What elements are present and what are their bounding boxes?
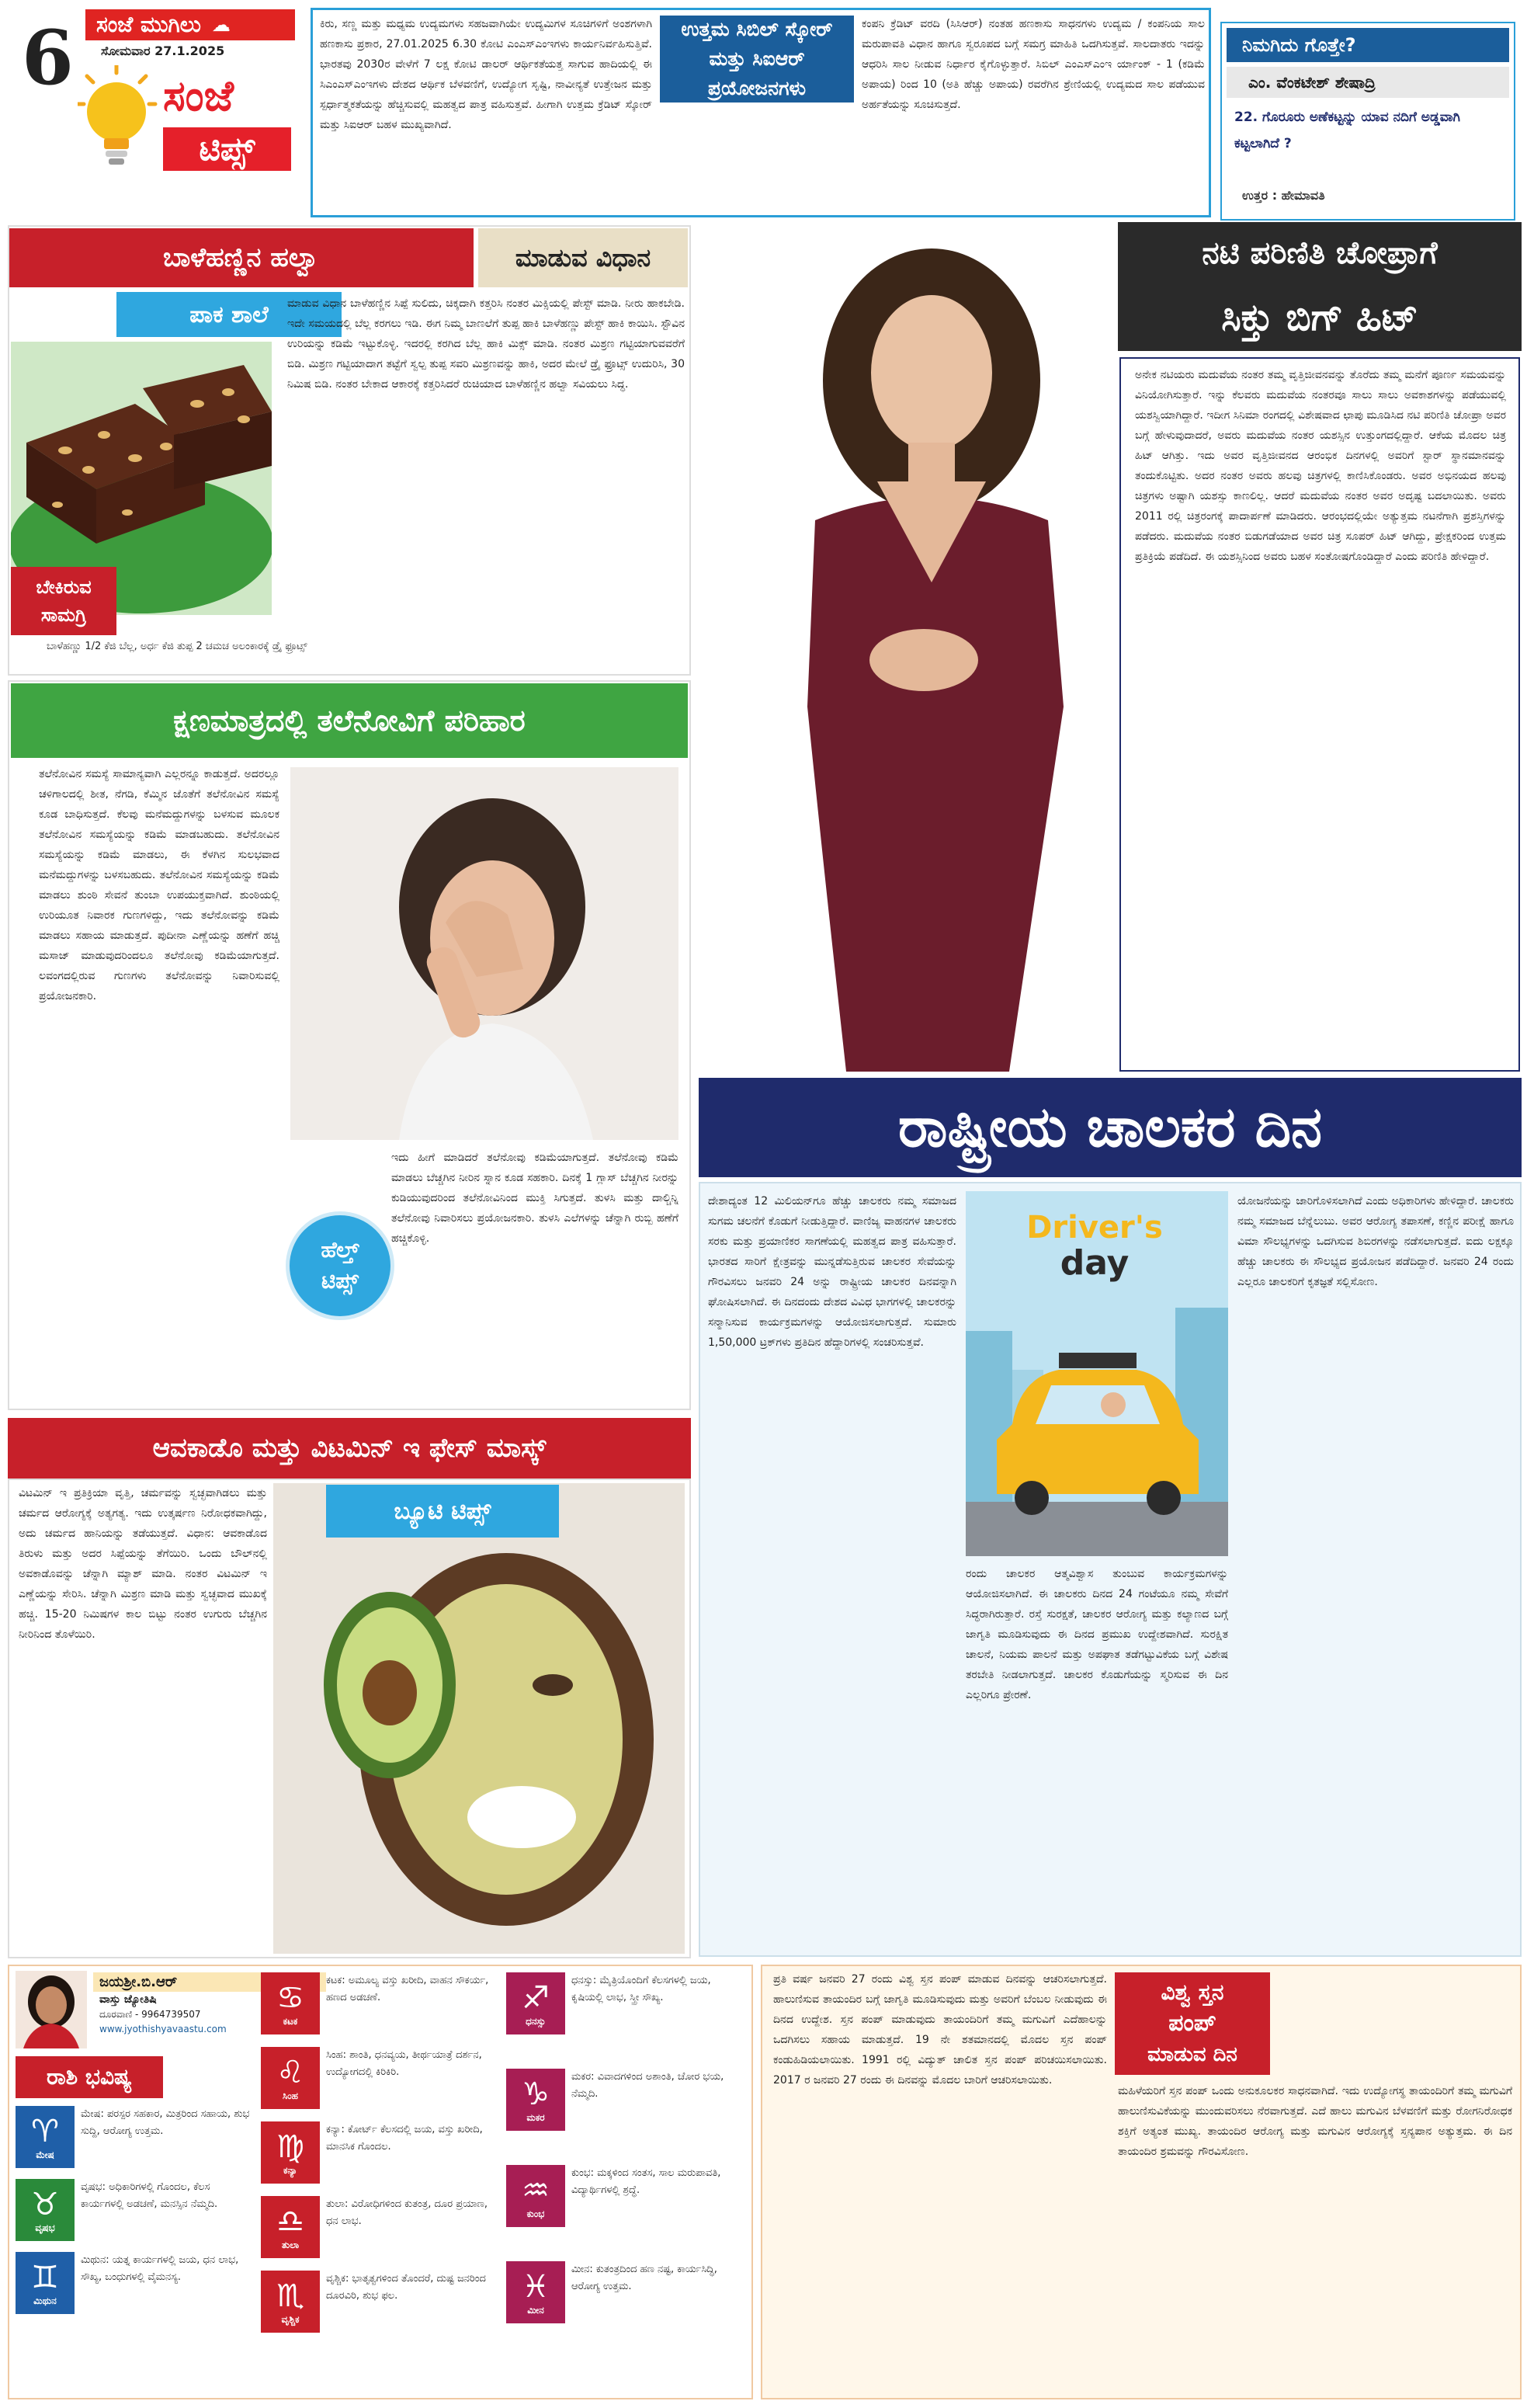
astrologer-role: ವಾಸ್ತು ಜ್ಯೋತಿಷಿ <box>99 1993 157 2006</box>
parineeti-title-line2: ಸಿಕ್ತು ಬಿಗ್ ಹಿಟ್ <box>1118 284 1522 351</box>
astrologer-avatar <box>16 1971 87 2048</box>
halwa-ingredients-label <box>11 567 116 635</box>
cibil-headline-line1: ಉತ್ತಮ ಸಿಬಿಲ್ ಸ್ಕೋರ್ <box>681 18 833 40</box>
zodiac-icon <box>16 2179 75 2241</box>
zodiac-name: ಕನ್ಯಾ <box>283 2164 297 2176</box>
zodiac-name: ತುಲಾ <box>281 2239 300 2250</box>
know-box-author: ಎಂ. ವೆಂಕಟೇಶ್ ಶೇಷಾದ್ರಿ <box>1227 67 1509 98</box>
health-tips-line2: ಟಿಪ್ಸ್ <box>321 1268 359 1294</box>
horoscope-sign-8 <box>261 2271 498 2339</box>
zodiac-prediction: ಕುಂಭ: ಮಕ್ಕಳಿಂದ ಸಂತಸ, ಸಾಲ ಮರುಪಾವತಿ, ವಿದ್ಯಾರ್ಥಿಗಳಲ್ಲಿ ಶ್ರದ್ಧೆ. <box>571 2167 721 2196</box>
headache-body-right: ಇದು ಹೀಗೆ ಮಾಡಿದರೆ ತಲೆನೋವು ಕಡಿಮೆಯಾಗುತ್ತದೆ. ತಲೆನೋವು ಕಡಿಮೆ ಮಾಡಲು ಬೆಚ್ಚಗಿನ ನೀರಿನ ಸ್ನಾನ ಕೂಡ ಸಹಕಾರಿ. ದಿನಕ್ಕೆ 1 ಗ್ಲಾಸ್ ಬೆಚ್ಚಗಿನ ನೀರನ್ನು ಕುಡಿಯುವುದರಿಂದ ತಲೆನೋವಿನಿಂದ ಮುಕ್ತಿ ಸಿಗುತ್ತದೆ. ತುಳಸಿ ಮತ್ತು ದಾಲ್ಚಿನ್ನಿ ತಲೆನೋವು ನಿವಾರಿಸಲು ಪ್ರಯೋಜನಕಾರಿ. ತುಳಸಿ ಎಲೆಗಳನ್ನು ಚೆನ್ನಾಗಿ ರುಬ್ಬಿ ಹಣೆಗೆ ಹಚ್ಚಿಕೊಳ್ಳಿ. <box>391 1152 678 1245</box>
halwa-ingredients: ಬಾಳೆಹಣ್ಣು 1/2 ಕೆಜಿ ಬೆಲ್ಲ, ಅರ್ಧ ಕೆಜಿ ತುಪ್ಪ 2 ಚಮಚ ಅಲಂಕಾರಕ್ಕೆ ಡ್ರೈ ಫ್ರೂಟ್ಸ್ <box>47 641 307 652</box>
know-box-title: ನಿಮಗಿದು ಗೊತ್ತೇ? <box>1227 28 1509 62</box>
zodiac-glyph: ♋ <box>276 1979 304 2016</box>
actress-image <box>699 225 1118 1072</box>
masthead <box>85 9 295 40</box>
zodiac-prediction: ಮೇಷ: ಪರಸ್ಪರ ಸಹಕಾರ, ಮಿತ್ರರಿಂದ ಸಹಾಯ, ಶುಭ ಸುದ್ದಿ, ಆರೋಗ್ಯ ಉತ್ತಮ. <box>81 2108 250 2137</box>
cibil-headline-line3: ಪ್ರಯೋಜನಗಳು <box>707 77 807 99</box>
zodiac-prediction: ಕನ್ಯಾ: ಕೋರ್ಟ್ ಕೆಲಸದಲ್ಲಿ ಜಯ, ವಸ್ತು ಖರೀದಿ, ಮಾನಸಿಕ ಗೊಂದಲ. <box>326 2124 483 2153</box>
horoscope-sign-5 <box>261 2047 498 2115</box>
parineeti-title <box>1118 222 1522 354</box>
zodiac-prediction: ಕಟಕ: ಅಮೂಲ್ಯ ವಸ್ತು ಖರೀದಿ, ವಾಹನ ಸೌಕರ್ಯ, ಹಣದ ಅಡಚಣೆ. <box>326 1975 489 2003</box>
parineeti-title-line1: ನಟಿ ಪರಿಣಿತಿ ಚೋಪ್ರಾಗೆ <box>1118 222 1522 284</box>
drivers-day-col1: ದೇಶಾದ್ಯಂತ 12 ಮಿಲಿಯನ್‌ಗೂ ಹೆಚ್ಚು ಚಾಲಕರು ನಮ್ಮ ಸಮಾಜದ ಸುಗಮ ಚಲನೆಗೆ ಕೊಡುಗೆ ನೀಡುತ್ತಿದ್ದಾರೆ. ವಾಣಿಜ್ಯ ವಾಹನಗಳ ಚಾಲಕರು ಸರಕು ಮತ್ತು ಪ್ರಯಾಣಿಕರ ಸಾಗಣೆಯಲ್ಲಿ ಮಹತ್ವದ ಪಾತ್ರ ವಹಿಸುತ್ತಾರೆ. ಭಾರತದ ಸಾರಿಗೆ ಕ್ಷೇತ್ರವನ್ನು ಮುನ್ನಡೆಸುತ್ತಿರುವ ಚಾಲಕರ ಸೇವೆಯನ್ನು ಗೌರವಿಸಲು ಜನವರಿ 24 ಅನ್ನು ರಾಷ್ಟ್ರೀಯ ಚಾಲಕರ ದಿನವನ್ನಾಗಿ ಘೋಷಿಸಲಾಗಿದೆ. ಈ ದಿನದಂದು ದೇಶದ ವಿವಿಧ ಭಾಗಗಳಲ್ಲಿ ಚಾಲಕರನ್ನು ಸನ್ಮಾನಿಸುವ ಕಾರ್ಯಕ್ರಮಗಳನ್ನು ಆಯೋಜಿಸಲಾಗುತ್ತದೆ. ಸುಮಾರು 1,50,000 ಟ್ರಕ್‌ಗಳು ಪ್ರತಿದಿನ ಹೆದ್ದಾರಿಗಳಲ್ಲಿ ಸಂಚರಿಸುತ್ತವೆ. <box>708 1195 956 1349</box>
headache-title: ಕ್ಷಣಮಾತ್ರದಲ್ಲಿ ತಲೆನೋವಿಗೆ ಪರಿಹಾರ <box>11 683 688 758</box>
zodiac-icon <box>261 2271 320 2333</box>
zodiac-name: ವೃಷಭ <box>35 2222 55 2233</box>
avocado-body: ವಿಟಮಿನ್ ಇ ಪ್ರತಿಕ್ರಿಯಾ ವೃತ್ತಿ, ಚರ್ಮವನ್ನು ಸ್ವಚ್ಛವಾಗಿಡಲು ಮತ್ತು ಚರ್ಮದ ಆರೋಗ್ಯಕ್ಕೆ ಅತ್ಯಗತ್ಯ. ಇದು ಉತ್ಕರ್ಷಣ ನಿರೋಧಕವಾಗಿದ್ದು, ಅದು ಚರ್ಮದ ಹಾನಿಯನ್ನು ತಡೆಯುತ್ತದೆ. ವಿಧಾನ: ಆವಕಾಡೊದ ತಿರುಳು ಮತ್ತು ಅದರ ಸಿಪ್ಪೆಯನ್ನು ತೆಗೆಯಿರಿ. ಒಂದು ಬೌಲ್‌ನಲ್ಲಿ ಅವಕಾಡೊವನ್ನು ಚೆನ್ನಾಗಿ ಮ್ಯಾಶ್ ಮಾಡಿ. ನಂತರ ವಿಟಮಿನ್ ಇ ಎಣ್ಣೆಯನ್ನು ಸೇರಿಸಿ. ಚೆನ್ನಾಗಿ ಮಿಶ್ರಣ ಮಾಡಿ ಮತ್ತು ಸ್ವಚ್ಛವಾದ ಮುಖಕ್ಕೆ ಹಚ್ಚಿ. 15-20 ನಿಮಿಷಗಳ ಕಾಲ ಬಿಟ್ಟು ನಂತರ ಉಗುರು ಬೆಚ್ಚಗಿನ ನೀರಿನಿಂದ ತೊಳೆಯಿರಿ. <box>19 1487 267 1641</box>
cibil-headline-line2: ಮತ್ತು ಸಿಐಆರ್ <box>709 47 805 70</box>
zodiac-icon <box>261 2196 320 2258</box>
ingredients-label-line1: ಬೇಕಿರುವ <box>36 576 92 598</box>
zodiac-icon <box>261 2121 320 2184</box>
halwa-title: ಬಾಳೆಹಣ್ಣಿನ ಹಲ್ವಾ <box>9 228 474 287</box>
health-tips-line1: ಹೆಲ್ತ್ <box>321 1237 359 1263</box>
zodiac-icon <box>16 2252 75 2314</box>
breast-pump-title-line1: ವಿಶ್ವ ಸ್ತನ <box>1161 1979 1224 2005</box>
zodiac-glyph: ♓ <box>522 2268 550 2305</box>
zodiac-prediction: ಸಿಂಹ: ಶಾಂತಿ, ಧನವ್ಯಯ, ತೀರ್ಥಯಾತ್ರೆ ದರ್ಶನ, ಉದ್ಯೋಗದಲ್ಲಿ ಕಿರಿಕಿರಿ. <box>326 2049 482 2078</box>
logo-word-sanje: ಸಂಜೆ <box>163 71 234 120</box>
zodiac-glyph: ♍ <box>276 2128 304 2165</box>
halwa-method-title: ಮಾಡುವ ವಿಧಾನ <box>478 228 688 287</box>
horoscope-sign-1 <box>16 2106 253 2174</box>
halwa-kitchen-label: ಪಾಕ ಶಾಲೆ <box>116 292 342 337</box>
zodiac-name: ಧನಸ್ಸು <box>526 2015 546 2027</box>
zodiac-icon <box>16 2106 75 2168</box>
zodiac-icon <box>261 1972 320 2034</box>
drivers-label-line1: Driver's <box>1026 1210 1163 1246</box>
horoscope-sign-3 <box>16 2252 253 2320</box>
drivers-label-line2: day <box>1060 1243 1130 1283</box>
horoscope-sign-11 <box>506 2165 744 2233</box>
astrologer-website[interactable]: www.jyothishyavaastu.com <box>99 2024 227 2034</box>
zodiac-prediction: ವೃಷಭ: ಅಧಿಕಾರಿಗಳಲ್ಲಿ ಗೊಂದಲ, ಕೆಲಸ ಕಾರ್ಯಗಳಲ್ಲಿ ಅಡಚಣೆ, ಮನಸ್ಸಿನ ನೆಮ್ಮದಿ. <box>81 2181 218 2210</box>
zodiac-icon <box>261 2047 320 2109</box>
zodiac-name: ಕುಂಭ <box>526 2208 545 2219</box>
cibil-article-headline <box>660 16 854 103</box>
breast-pump-title-block <box>1115 1972 1270 2075</box>
horoscope-sign-7 <box>261 2196 498 2264</box>
halwa-method: ಮಾಡುವ ವಿಧಾನ ಬಾಳೆಹಣ್ಣಿನ ಸಿಪ್ಪೆ ಸುಲಿದು, ಚಿಕ್ಕದಾಗಿ ಕತ್ತರಿಸಿ ನಂತರ ಮಿಕ್ಸಿಯಲ್ಲಿ ಪೇಸ್ಟ್ ಮಾಡಿ. ನೀರು ಹಾಕಬೇಡಿ. ಇದೇ ಸಮಯದಲ್ಲಿ ಬೆಲ್ಲ ಕರಗಲು ಇಡಿ. ಈಗ ನಿಮ್ಮ ಬಾಣಲೆಗೆ ತುಪ್ಪ ಹಾಕಿ ಬಾಳೆಹಣ್ಣು ಪೇಸ್ಟ್ ಹಾಕಿ ಕಾಯಿಸಿ. ಸ್ಟೌವಿನ ಉರಿಯನ್ನು ಕಡಿಮೆ ಇಟ್ಟುಕೊಳ್ಳಿ. ಇದರಲ್ಲಿ ಕರಗಿದ ಬೆಲ್ಲ ಹಾಕಿ ಮಿಕ್ಸ್ ಮಾಡಿ. ನಂತರ ಮಿಶ್ರಣ ಗಟ್ಟಿಯಾಗುವವರೆಗೆ ಬಿಡಿ. ಮಿಶ್ರಣ ಗಟ್ಟಿಯಾದಾಗ ತಟ್ಟೆಗೆ ಸ್ವಲ್ಪ ತುಪ್ಪ ಸವರಿ ಮಿಶ್ರಣವನ್ನು ಹಾಕಿ, ಅದರ ಮೇಲೆ ಡ್ರೈ ಫ್ರೂಟ್ಸ್ ಉದುರಿಸಿ, 30 ನಿಮಿಷ ಬಿಡಿ. ನಂತರ ಬೇಕಾದ ಆಕಾರಕ್ಕೆ ಕತ್ತರಿಸಿದರೆ ರುಚಿಯಾದ ಬಾಳೆಹಣ್ಣಿನ ಹಲ್ವಾ ಸವಿಯಲು ಸಿದ್ಧ. <box>287 297 685 391</box>
zodiac-icon <box>506 2069 565 2131</box>
logo-word-tips: ಟಿಪ್ಸ್ <box>163 127 291 171</box>
cloud-icon: ☁ <box>211 14 231 36</box>
parineeti-photo <box>699 225 1118 1072</box>
horoscope-sign-10 <box>506 2069 744 2137</box>
horoscope-sign-12 <box>506 2261 744 2330</box>
know-box-answer: ಉತ್ತರ : ಹೇಮಾವತಿ <box>1242 188 1325 203</box>
zodiac-glyph: ♎ <box>276 2203 304 2239</box>
zodiac-prediction: ಧನಸ್ಸು: ಮೈತ್ರಿಯೊಂದಿಗೆ ಕೆಲಸಗಳಲ್ಲಿ ಜಯ, ಕೃಷಿಯಲ್ಲಿ ಲಾಭ, ಸ್ತ್ರೀ ಸೌಖ್ಯ. <box>571 1975 711 2003</box>
horoscope-sign-6 <box>261 2121 498 2190</box>
health-tips-badge <box>286 1211 394 1320</box>
zodiac-prediction: ಮಕರ: ವಿವಾದಗಳಿಂದ ಅಶಾಂತಿ, ಚೋರ ಭಯ, ನೆಮ್ಮದಿ. <box>571 2071 724 2100</box>
astrologer-phone: ದೂರವಾಣಿ - 9964739507 <box>99 2009 201 2020</box>
headache-body-left: ತಲೆನೋವಿನ ಸಮಸ್ಯೆ ಸಾಮಾನ್ಯವಾಗಿ ಎಲ್ಲರನ್ನೂ ಕಾಡುತ್ತದೆ. ಅದರಲ್ಲೂ ಚಳಿಗಾಲದಲ್ಲಿ ಶೀತ, ನೆಗಡಿ, ಕೆಮ್ಮಿನ ಜೊತೆಗೆ ತಲೆನೋವಿನ ಸಮಸ್ಯೆ ಕೂಡ ಬಾಧಿಸುತ್ತದೆ. ಕೆಲವು ಮನೆಮದ್ದುಗಳನ್ನು ಬಳಸುವ ಮೂಲಕ ತಲೆನೋವಿನ ಸಮಸ್ಯೆಯನ್ನು ಕಡಿಮೆ ಮಾಡಬಹುದು. ತಲೆನೋವಿನ ಸಮಸ್ಯೆಯನ್ನು ಕಡಿಮೆ ಮಾಡಲು, ಈ ಕೆಳಗಿನ ಸುಲಭವಾದ ಮನೆಮದ್ದುಗಳನ್ನು ಬಳಸಬಹುದು. ತಲೆನೋವಿನ ಸಮಸ್ಯೆಯನ್ನು ಕಡಿಮೆ ಮಾಡಲು ಶುಂಠಿ ಸೇವನೆ ತುಂಬಾ ಉಪಯುಕ್ತವಾಗಿದೆ. ಶುಂಠಿಯಲ್ಲಿ ಉರಿಯೂತ ನಿವಾರಕ ಗುಣಗಳಿದ್ದು, ಇದು ತಲೆನೋವನ್ನು ಕಡಿಮೆ ಮಾಡಲು ಸಹಾಯ ಮಾಡುತ್ತದೆ. ಪುದೀನಾ ಎಣ್ಣೆಯನ್ನು ಹಣೆಗೆ ಹಚ್ಚಿ ಮಸಾಜ್ ಮಾಡುವುದರಿಂದಲೂ ತಲೆನೋವು ಕಡಿಮೆಯಾಗುತ್ತದೆ. ಲವಂಗದಲ್ಲಿರುವ ಗುಣಗಳು ತಲೆನೋವನ್ನು ನಿವಾರಿಸುವಲ್ಲಿ ಪ್ರಯೋಜನಕಾರಿ. <box>39 768 279 1002</box>
zodiac-prediction: ತುಲಾ: ವಿರೋಧಿಗಳಿಂದ ಕುತಂತ್ರ, ದೂರ ಪ್ರಯಾಣ, ಧನ ಲಾಭ. <box>326 2198 488 2227</box>
know-box-question: 22. ಗೊರೂರು ಅಣೆಕಟ್ಟನ್ನು ಯಾವ ನದಿಗೆ ಅಡ್ಡವಾಗಿ ಕಟ್ಟಲಾಗಿದೆ ? <box>1234 109 1460 151</box>
breast-pump-col1: ಪ್ರತಿ ವರ್ಷ ಜನವರಿ 27 ರಂದು ವಿಶ್ವ ಸ್ತನ ಪಂಪ್ ಮಾಡುವ ದಿನವನ್ನು ಆಚರಿಸಲಾಗುತ್ತದೆ. ಹಾಲುಣಿಸುವ ತಾಯಂದಿರ ಬಗ್ಗೆ ಜಾಗೃತಿ ಮೂಡಿಸುವುದು ಮತ್ತು ಅವರಿಗೆ ಬೆಂಬಲ ನೀಡುವುದು ಈ ದಿನದ ಉದ್ದೇಶ. ಸ್ತನ ಪಂಪ್ ಮಾಡುವುದು ತಾಯಂದಿರಿಗೆ ತಮ್ಮ ಮಗುವಿಗೆ ಎದೆಹಾಲನ್ನು ಒದಗಿಸಲು ಸಹಾಯ ಮಾಡುತ್ತದೆ. 19 ನೇ ಶತಮಾನದಲ್ಲಿ ಮೊದಲ ಸ್ತನ ಪಂಪ್ ಕಂಡುಹಿಡಿಯಲಾಯಿತು. 1991 ರಲ್ಲಿ ವಿದ್ಯುತ್ ಚಾಲಿತ ಸ್ತನ ಪಂಪ್ ಪರಿಚಯಿಸಲಾಯಿತು. 2017 ರ ಜನವರಿ 27 ರಂದು ಈ ದಿನವನ್ನು ಮೊದಲ ಬಾರಿಗೆ ಆಚರಿಸಲಾಯಿತು. <box>773 1973 1107 2087</box>
zodiac-name: ವೃಶ್ಚಿಕ <box>281 2313 300 2325</box>
zodiac-prediction: ಮಿಥುನ: ಯತ್ನ ಕಾರ್ಯಗಳಲ್ಲಿ ಜಯ, ಧನ ಲಾಭ, ಸೌಖ್ಯ, ಬಂಧುಗಳಲ್ಲಿ ವೈಮನಸ್ಯ. <box>81 2254 239 2283</box>
cibil-article-col1: ಕಿರು, ಸಣ್ಣ ಮತ್ತು ಮಧ್ಯಮ ಉದ್ಯಮಗಳು ಸಹಜವಾಗಿಯೇ ಉದ್ಯಮಿಗಳ ಸೂಚಿಗಳಿಗೆ ಅಂಶಗಳಾಗಿ ಹಣಕಾಸು ಪ್ರಕಾರ, 27.01.2025 6.30 ಕೋಟಿ ಎಂಎಸ್‌ಎಂಇಗಳು ಕಾರ್ಯನಿರ್ವಹಿಸುತ್ತಿವೆ. ಭಾರತವು 2030ರ ವೇಳೆಗೆ 7 ಲಕ್ಷ ಕೋಟಿ ಡಾಲರ್ ಆರ್ಥಿಕತೆಯತ್ತ ಸಾಗುವ ಹಾದಿಯಲ್ಲಿ ಈ ಸಿಎಂಎಸ್‌ಎಂಇಗಳು ದೇಶದ ಆರ್ಥಿಕ ಬೆಳವಣಿಗೆ, ಉದ್ಯೋಗ ಸೃಷ್ಟಿ, ನಾವೀನ್ಯತೆ ಉತ್ತೇಜನ ಮತ್ತು ಸ್ಪರ್ಧಾತ್ಮಕತೆಯನ್ನು ಹೆಚ್ಚಿಸುವಲ್ಲಿ ಮಹತ್ವದ ಪಾತ್ರ ವಹಿಸುತ್ತವೆ. ಹೀಗಾಗಿ ಉತ್ತಮ ಕ್ರೆಡಿಟ್ ಸ್ಕೋರ್ ಮತ್ತು ಸಿಐಆರ್ ಬಹಳ ಮುಖ್ಯವಾಗಿದೆ. <box>320 18 652 131</box>
horoscope-sign-9 <box>506 1972 744 2041</box>
zodiac-glyph: ♈ <box>31 2113 59 2149</box>
cibil-article-col2: ಕಂಪನಿ ಕ್ರೆಡಿಟ್ ವರದಿ (ಸಿಸಿಆರ್) ನಂತಹ ಹಣಕಾಸು ಸಾಧನಗಳು ಉದ್ಯಮ / ಕಂಪನಿಯ ಸಾಲ ಮರುಪಾವತಿ ವಿಧಾನ ಹಾಗೂ ಸ್ವರೂಪದ ಬಗ್ಗೆ ಸಮಗ್ರ ಮಾಹಿತಿ ಒದಗಿಸುತ್ತವೆ. ಸಾಲದಾತರು ಇದನ್ನು ಆಧರಿಸಿ ಸಾಲ ನೀಡುವ ನಿರ್ಧಾರ ಕೈಗೊಳ್ಳುತ್ತಾರೆ. ಸಿಬಿಲ್ ಎಂಎಸ್‌ಎಂಇ ರ್ಯಾಂಕ್ - 1 (ಕಡಿಮೆ ಅಪಾಯ) ರಿಂದ 10 (ಅತಿ ಹೆಚ್ಚು ಅಪಾಯ) ರವರೆಗಿನ ಶ್ರೇಣಿಯಲ್ಲಿ ಉದ್ಯಮದ ಸಾಲ ಪಡೆಯುವ ಅರ್ಹತೆಯನ್ನು ಸೂಚಿಸುತ್ತದೆ. <box>862 18 1205 111</box>
zodiac-glyph: ♒ <box>522 2172 550 2208</box>
zodiac-glyph: ♊ <box>31 2259 59 2295</box>
breast-pump-title-line3: ಮಾಡುವ ದಿನ <box>1147 2043 1237 2066</box>
ingredients-label-line2: ಸಾಮಗ್ರಿ <box>40 604 87 626</box>
horoscope-sign-2 <box>16 2179 253 2247</box>
zodiac-prediction: ಮೀನ: ಕುತಂತ್ರದಿಂದ ಹಣ ನಷ್ಟ, ಕಾರ್ಯಸಿದ್ಧಿ, ಆರೋಗ್ಯ ಉತ್ತಮ. <box>571 2264 717 2292</box>
breast-pump-title-line2: ಪಂಪ್ <box>1168 2010 1216 2037</box>
zodiac-icon <box>506 2261 565 2323</box>
zodiac-icon <box>506 2165 565 2227</box>
breast-pump-col2-top <box>1278 1969 1512 2078</box>
avocado-photo <box>273 1483 685 1954</box>
zodiac-name: ಮೇಷ <box>36 2149 54 2160</box>
zodiac-name: ಕಟಕ <box>283 2015 298 2027</box>
zodiac-glyph: ♌ <box>276 2054 304 2090</box>
page-number: 6 <box>22 14 74 102</box>
drivers-day-col2: ರಂದು ಚಾಲಕರ ಆತ್ಮವಿಶ್ವಾಸ ತುಂಬುವ ಕಾರ್ಯಕ್ರಮಗಳನ್ನು ಆಯೋಜಿಸಲಾಗಿದೆ. ಈ ಚಾಲಕರು ದಿನದ 24 ಗಂಟೆಯೂ ನಮ್ಮ ಸೇವೆಗೆ ಸಿದ್ಧರಾಗಿರುತ್ತಾರೆ. ರಸ್ತೆ ಸುರಕ್ಷತೆ, ಚಾಲಕರ ಆರೋಗ್ಯ ಮತ್ತು ಕಲ್ಯಾಣದ ಬಗ್ಗೆ ಜಾಗೃತಿ ಮೂಡಿಸುವುದು ಈ ದಿನದ ಪ್ರಮುಖ ಉದ್ದೇಶವಾಗಿದೆ. ಸುರಕ್ಷಿತ ಚಾಲನೆ, ನಿಯಮ ಪಾಲನೆ ಮತ್ತು ಅಪಘಾತ ತಡೆಗಟ್ಟುವಿಕೆಯ ಬಗ್ಗೆ ವಿಶೇಷ ತರಬೇತಿ ನೀಡಲಾಗುತ್ತದೆ. ಚಾಲಕರ ಕೊಡುಗೆಯನ್ನು ಸ್ಮರಿಸುವ ಈ ದಿನ ಎಲ್ಲರಿಗೂ ಪ್ರೇರಣೆ. <box>966 1568 1228 1701</box>
avocado-mask-image <box>273 1483 685 1954</box>
astrologer-name: ಜಯಶ್ರೀ.ಬಿ.ಆರ್ <box>93 1972 326 1992</box>
beauty-tips-badge: ಬ್ಯೂಟಿ ಟಿಪ್ಸ್ <box>326 1485 559 1538</box>
zodiac-glyph: ♏ <box>276 2278 304 2314</box>
zodiac-name: ಮಿಥುನ <box>33 2295 57 2306</box>
zodiac-glyph: ♐ <box>522 1979 550 2016</box>
parineeti-body: ಅನೇಕ ನಟಿಯರು ಮದುವೆಯ ನಂತರ ತಮ್ಮ ವೃತ್ತಿಜೀವನವನ್ನು ತೊರೆದು ತಮ್ಮ ಮನೆಗೆ ಪೂರ್ಣ ಸಮಯವನ್ನು ವಿನಿಯೋಗಿಸುತ್ತಾರೆ. ಇನ್ನು ಕೆಲವರು ಮದುವೆಯ ನಂತರವೂ ಸಾಲು ಸಾಲು ಅವಕಾಶಗಳನ್ನು ಪಡೆಯುವಲ್ಲಿ ಯಶಸ್ವಿಯಾಗಿದ್ದಾರೆ. ಇದೀಗ ಸಿನಿಮಾ ರಂಗದಲ್ಲಿ ವಿಶೇಷವಾದ ಛಾಪು ಮೂಡಿಸಿದ ನಟಿ ಪರಿಣಿತಿ ಚೋಪ್ರಾ ಅವರ ಬಗ್ಗೆ ಹೇಳುವುದಾದರೆ, ಅವರು ಮದುವೆಯ ನಂತರ ಯಶಸ್ಸಿನ ಉತ್ತುಂಗದಲ್ಲಿದ್ದಾರೆ. ಆಕೆಯ ಮೊದಲ ಚಿತ್ರ ಹಿಟ್ ಆಗಿತ್ತು. ಇದು ಅವರ ವೃತ್ತಿಜೀವನದ ಆರಂಭಿಕ ದಿನಗಳಲ್ಲಿ ಅವರಿಗೆ ಸ್ಟಾರ್ ಸ್ಥಾನಮಾನವನ್ನು ತಂದುಕೊಟ್ಟಿತು. ಅದರ ನಂತರ ಅವರು ಹಲವು ಚಿತ್ರಗಳಲ್ಲಿ ಕಾಣಿಸಿಕೊಂಡರು. ಅವರ ಅಭಿನಯದ ಹಲವು ಚಿತ್ರಗಳು ಅಷ್ಟಾಗಿ ಯಶಸ್ಸು ಕಾಣಲಿಲ್ಲ. ಆದರೆ ಮದುವೆಯ ನಂತರ ಅವರ ಅದೃಷ್ಟ ಬದಲಾಯಿತು. ಅವರು 2011 ರಲ್ಲಿ ಚಿತ್ರರಂಗಕ್ಕೆ ಪಾದಾರ್ಪಣೆ ಮಾಡಿದರು. ಆರಂಭದಲ್ಲಿಯೇ ಅತ್ಯುತ್ತಮ ನಟನೆಗಾಗಿ ಪ್ರಶಸ್ತಿಗಳನ್ನು ಪಡೆದರು. ಮದುವೆಯ ನಂತರ ಬಿಡುಗಡೆಯಾದ ಅವರ ಚಿತ್ರ ಸೂಪರ್ ಹಿಟ್ ಆಗಿದ್ದು, ಪ್ರೇಕ್ಷಕರಿಂದ ಉತ್ತಮ ಪ್ರತಿಕ್ರಿಯೆ ಪಡೆದಿದೆ. ಈ ಯಶಸ್ಸಿನಿಂದ ಅವರು ಬಹಳ ಸಂತೋಷಗೊಂಡಿದ್ದಾರೆ ಎಂದು ಪರಿಣಿತಿ ಹೇಳಿದ್ದಾರೆ. <box>1135 369 1506 563</box>
horoscope-title: ರಾಶಿ ಭವಿಷ್ಯ <box>16 2056 163 2098</box>
zodiac-glyph: ♉ <box>31 2186 59 2222</box>
horoscope-sign-4 <box>261 1972 498 2041</box>
zodiac-name: ಸಿಂಹ <box>282 2090 298 2101</box>
zodiac-name: ಮೀನ <box>527 2304 544 2316</box>
drivers-day-title: ರಾಷ್ಟ್ರೀಯ ಚಾಲಕರ ದಿನ <box>699 1078 1522 1177</box>
breast-pump-col2: ಮಹಿಳೆಯರಿಗೆ ಸ್ತನ ಪಂಪ್ ಒಂದು ಅನುಕೂಲಕರ ಸಾಧನವಾಗಿದೆ. ಇದು ಉದ್ಯೋಗಸ್ಥ ತಾಯಂದಿರಿಗೆ ತಮ್ಮ ಮಗುವಿಗೆ ಹಾಲುಣಿಸುವಿಕೆಯನ್ನು ಮುಂದುವರಿಸಲು ನೆರವಾಗುತ್ತದೆ. ಎದೆ ಹಾಲು ಮಗುವಿನ ಬೆಳವಣಿಗೆ ಮತ್ತು ರೋಗನಿರೋಧಕ ಶಕ್ತಿಗೆ ಅತ್ಯಂತ ಮುಖ್ಯ. ತಾಯಂದಿರ ಆರೋಗ್ಯ ಮತ್ತು ಮಗುವಿನ ಆರೋಗ್ಯಕ್ಕೆ ಸ್ತನ್ಯಪಾನ ಅತ್ಯುತ್ತಮ. ಈ ದಿನ ತಾಯಂದಿರ ಶ್ರಮವನ್ನು ಗೌರವಿಸೋಣ. <box>1118 2085 1512 2158</box>
edition-date: ಸೋಮವಾರ 27.1.2025 <box>101 43 225 58</box>
zodiac-name: ಮಕರ <box>526 2111 545 2123</box>
avocado-title: ಆವಕಾಡೊ ಮತ್ತು ವಿಟಮಿನ್ ಇ ಫೇಸ್ ಮಾಸ್ಕ್ <box>8 1418 691 1479</box>
zodiac-prediction: ವೃಶ್ಚಿಕ: ಭಾತೃತ್ವಗಳಿಂದ ತೊಂದರೆ, ದುಷ್ಟ ಜನರಿಂದ ದೂರವಿರಿ, ಶುಭ ಫಲ. <box>326 2273 486 2302</box>
zodiac-glyph: ♑ <box>522 2076 550 2112</box>
zodiac-icon <box>506 1972 565 2034</box>
masthead-title: ಸಂಜೆ ಮುಗಿಲು <box>96 12 201 37</box>
drivers-day-label <box>1017 1210 1172 1281</box>
astrologer-photo <box>16 1971 87 2048</box>
headache-photo <box>290 767 678 1140</box>
drivers-day-col3: ಯೋಜನೆಯನ್ನು ಜಾರಿಗೊಳಿಸಲಾಗಿದೆ ಎಂದು ಅಧಿಕಾರಿಗಳು ಹೇಳಿದ್ದಾರೆ. ಚಾಲಕರು ನಮ್ಮ ಸಮಾಜದ ಬೆನ್ನೆಲುಬು. ಅವರ ಆರೋಗ್ಯ ತಪಾಸಣೆ, ಕಣ್ಣಿನ ಪರೀಕ್ಷೆ ಹಾಗೂ ವಿಮಾ ಸೌಲಭ್ಯಗಳನ್ನು ಒದಗಿಸುವ ಶಿಬಿರಗಳನ್ನು ನಡೆಸಲಾಗುತ್ತದೆ. ಐದು ಲಕ್ಷಕ್ಕೂ ಹೆಚ್ಚು ಚಾಲಕರು ಈ ಸೌಲಭ್ಯದ ಪ್ರಯೋಜನ ಪಡೆದಿದ್ದಾರೆ. ಜನವರಿ 24 ರಂದು ಎಲ್ಲರೂ ಚಾಲಕರಿಗೆ ಕೃತಜ್ಞತೆ ಸಲ್ಲಿಸೋಣ. <box>1237 1195 1514 1288</box>
woman-headache-image <box>290 767 678 1140</box>
